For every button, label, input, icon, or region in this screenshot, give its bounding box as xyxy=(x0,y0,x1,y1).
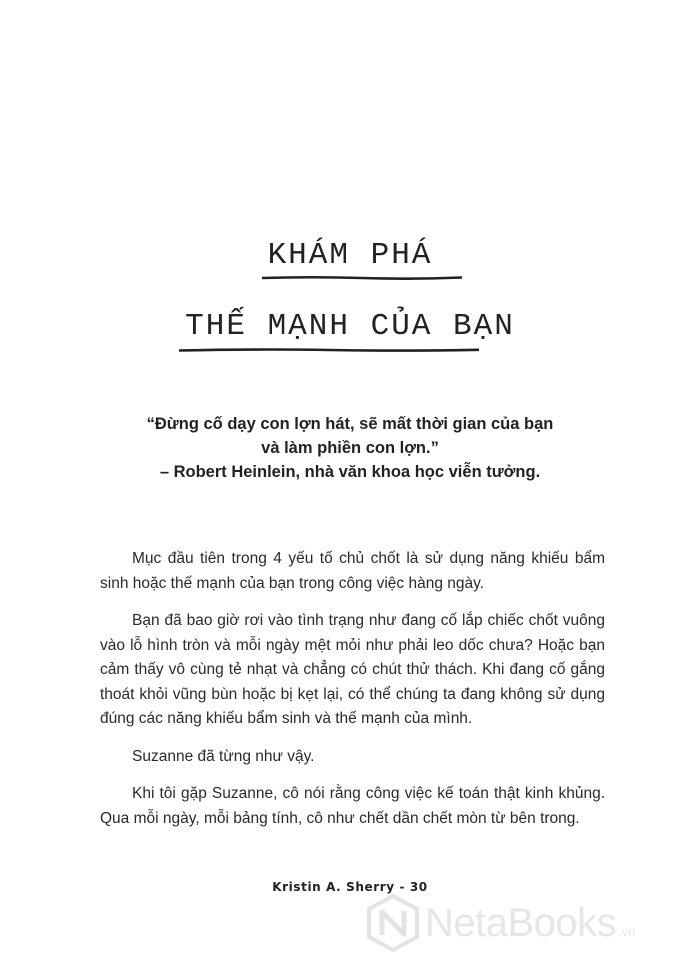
chapter-title xyxy=(0,240,700,342)
body-text xyxy=(100,547,605,844)
watermark xyxy=(365,893,695,953)
paragraph-1: Mục đầu tiên trong 4 yếu tố chủ chốt là sử dụng năng khiếu bẩm sinh hoặc thế mạnh của bạn trong công việc hàng ngày. xyxy=(100,550,605,592)
quote-line-2: và làm phiền con lợn.” xyxy=(261,439,439,457)
watermark-suffix: .vn xyxy=(618,923,636,939)
chapter-title-line-2 xyxy=(185,311,515,342)
paragraph-3: Suzanne đã từng như vậy. xyxy=(132,747,315,765)
title-underline-1 xyxy=(262,275,462,281)
netabooks-logo-icon xyxy=(365,893,421,953)
epigraph-quote xyxy=(0,412,700,484)
quote-line-1: “Đừng cố dạy con lợn hát, sẽ mất thời gian của bạn xyxy=(146,415,554,433)
page-footer: Kristin A. Sherry - 30 xyxy=(272,880,428,894)
chapter-title-line-1 xyxy=(268,240,433,271)
chapter-title-line-2-text: THẾ MẠNH CỦA BẠN xyxy=(185,309,515,344)
watermark-text: NetaBooks xyxy=(425,900,617,945)
paragraph-4: Khi tôi gặp Suzanne, cô nói rằng công việc kế toán thật kinh khủng. Qua mỗi ngày, mỗi bảng tính, cô như chết dần chết mòn từ bên trong. xyxy=(100,785,605,827)
paragraph-2: Bạn đã bao giờ rơi vào tình trạng như đang cố lắp chiếc chốt vuông vào lỗ hình tròn và mỗi ngày mệt mỏi như phải leo dốc chưa? Hoặc bạn cảm thấy vô cùng tẻ nhạt và chẳng có chút thử thách. Khi đang cố gắng thoát khỏi vũng bùn hoặc bị kẹt lại, có thể chúng ta đang không sử dụng đúng các năng khiếu bẩm sinh và thế mạnh của mình. xyxy=(100,612,605,727)
title-underline-2 xyxy=(179,347,479,353)
quote-attribution: – Robert Heinlein, nhà văn khoa học viễn tưởng. xyxy=(159,463,541,481)
chapter-title-line-1-text: KHÁM PHÁ xyxy=(267,238,433,273)
